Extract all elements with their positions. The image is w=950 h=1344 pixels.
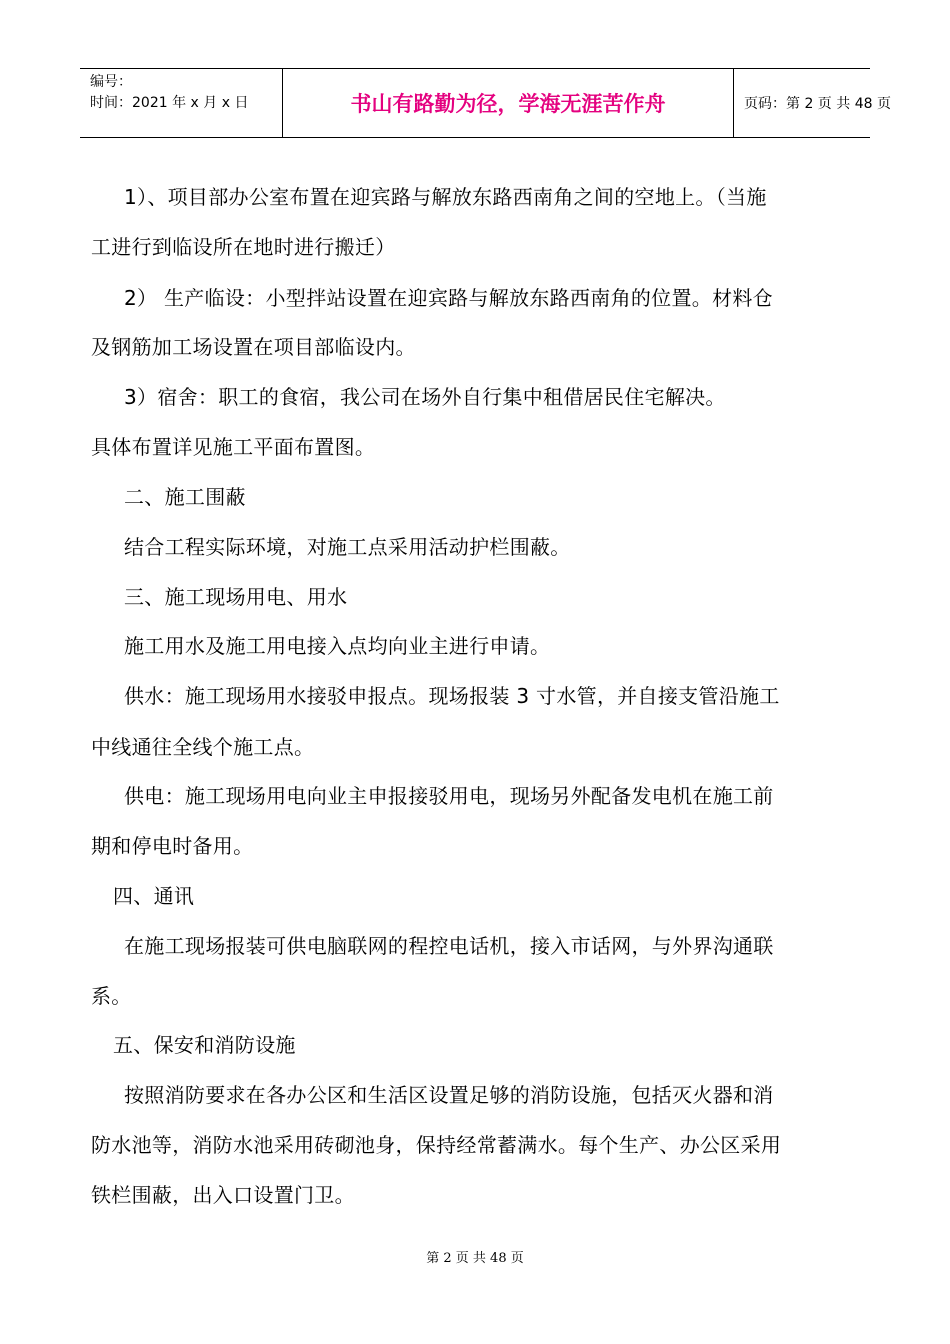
- body-line: 供电：施工现场用电向业主申报接驳用电，现场另外配备发电机在施工前: [124, 784, 774, 808]
- body-line: 3）宿舍：职工的食宿，我公司在场外自行集中租借居民住宅解决。: [124, 385, 726, 409]
- body-line: 铁栏围蔽，出入口设置门卫。: [91, 1183, 355, 1207]
- body-line: 施工用水及施工用电接入点均向业主进行申请。: [124, 634, 551, 658]
- body-line: 在施工现场报装可供电脑联网的程控电话机，接入市话网，与外界沟通联: [124, 934, 774, 958]
- header-page-info: 页码：第 2 页 共 48 页: [744, 96, 891, 112]
- body-line: 及钢筋加工场设置在项目部临设内。: [91, 335, 416, 359]
- header-meta: [80, 69, 282, 137]
- body-line: 按照消防要求在各办公区和生活区设置足够的消防设施，包括灭火器和消: [124, 1083, 774, 1107]
- section-heading: 五、保安和消防设施: [113, 1033, 296, 1057]
- body-line: 具体布置详见施工平面布置图。: [91, 435, 376, 459]
- page-header: [80, 68, 891, 138]
- document-number-label: 编号：: [90, 74, 132, 90]
- body-line: 结合工程实际环境，对施工点采用活动护栏围蔽。: [124, 535, 571, 559]
- section-heading: 四、通讯: [113, 884, 195, 908]
- document-time-label: 时间：2021 年 x 月 x 日: [90, 95, 249, 111]
- body-line: 供水：施工现场用水接驳申报点。现场报装 3 寸水管，并自接支管沿施工: [124, 684, 780, 708]
- header-motto: 书山有路勤为径，学海无涯苦作舟: [282, 69, 734, 137]
- body-line: 中线通往全线个施工点。: [91, 735, 315, 759]
- page-footer: 第 2 页 共 48 页: [426, 1251, 524, 1266]
- body-line: 系。: [91, 984, 132, 1008]
- section-heading: 二、施工围蔽: [124, 485, 246, 509]
- body-line: 2） 生产临设：小型拌站设置在迎宾路与解放东路西南角的位置。材料仓: [124, 286, 773, 310]
- body-line: 工进行到临设所在地时进行搬迁）: [91, 235, 396, 259]
- body-line: 1）、项目部办公室布置在迎宾路与解放东路西南角之间的空地上。（当施: [124, 185, 767, 209]
- body-line: 防水池等，消防水池采用砖砌池身，保持经常蓄满水。每个生产、办公区采用: [91, 1133, 782, 1157]
- body-line: 期和停电时备用。: [91, 834, 254, 858]
- section-heading: 三、施工现场用电、用水: [124, 585, 348, 609]
